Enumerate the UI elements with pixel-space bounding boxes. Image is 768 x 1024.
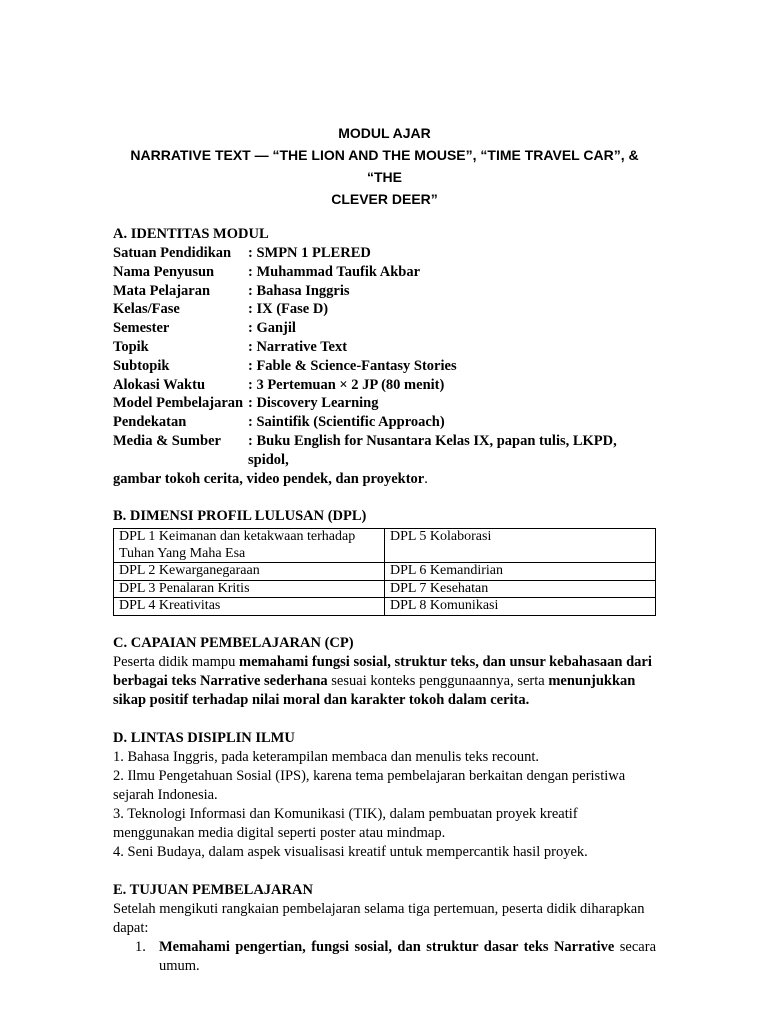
- identity-row: [113, 244, 656, 263]
- identity-value: : Ganjil: [248, 320, 296, 337]
- identity-key: Media & Sumber: [113, 432, 221, 449]
- table-cell: DPL 5 Kolaborasi: [385, 529, 656, 563]
- identity-row: [113, 394, 656, 413]
- table-cell: DPL 6 Kemandirian: [385, 563, 656, 581]
- identity-key: Topik: [113, 338, 149, 355]
- identity-key: Alokasi Waktu: [113, 376, 206, 393]
- identity-row: [113, 432, 656, 470]
- identity-value: : IX (Fase D): [248, 301, 329, 318]
- cp-text-2: memahami fungsi sosial, struktur teks, dan unsur kebahasaan dari berbagai teks Narrative sederhana: [113, 653, 652, 689]
- table-row: [114, 598, 656, 616]
- section-e-heading: E. TUJUAN PEMBELAJARAN: [113, 881, 313, 898]
- identity-key: Satuan Pendidikan: [113, 245, 232, 261]
- goal-text-rest: secara umum.: [159, 938, 657, 974]
- module-title: MODUL AJAR: [338, 125, 431, 141]
- cp-paragraph: [113, 653, 656, 710]
- module-subtitle-line1: NARRATIVE TEXT — “THE LION AND THE MOUSE”, “TIME TRAVEL CAR”, & “THE: [130, 147, 639, 185]
- dpl-table: [113, 528, 656, 616]
- identity-row: [113, 357, 656, 376]
- identity-row: [113, 319, 656, 338]
- identity-value: : Saintifik (Scientific Approach): [248, 414, 445, 431]
- media-continuation-text: gambar tokoh cerita, video pendek, dan proyektor: [113, 470, 425, 487]
- discipline-item: 2. Ilmu Pengetahuan Sosial (IPS), karena tema pembelajaran berkaitan dengan peristiwa sejarah Indonesia.: [113, 767, 626, 803]
- cp-text-1: Peserta didik mampu: [113, 653, 240, 670]
- identity-row: [113, 413, 656, 432]
- discipline-item: 1. Bahasa Inggris, pada keterampilan membaca dan menulis teks recount.: [113, 748, 539, 765]
- section-a-heading: A. IDENTITAS MODUL: [113, 226, 269, 242]
- identity-list: [113, 244, 656, 488]
- identity-value: : Narrative Text: [248, 338, 348, 355]
- identity-key: Model Pembelajaran: [113, 395, 244, 412]
- identity-row: [113, 282, 656, 301]
- identity-key: Semester: [113, 320, 170, 337]
- identity-row: [113, 376, 656, 395]
- section-c-heading: C. CAPAIAN PEMBELAJARAN (CP): [113, 634, 354, 651]
- goal-number: 1.: [135, 938, 146, 955]
- identity-key: Subtopik: [113, 357, 170, 374]
- module-subtitle-line2: CLEVER DEER”: [331, 191, 438, 207]
- document-page: [113, 122, 656, 976]
- identity-row: [113, 300, 656, 319]
- identity-value: : Bahasa Inggris: [248, 282, 350, 299]
- table-cell: DPL 2 Kewarganegaraan: [114, 563, 385, 581]
- table-cell: DPL 3 Penalaran Kritis: [114, 580, 385, 598]
- discipline-item: 4. Seni Budaya, dalam aspek visualisasi kreatif untuk mempercantik hasil proyek.: [113, 843, 588, 860]
- identity-key: Nama Penyusun: [113, 263, 215, 280]
- section-b-heading: B. DIMENSI PROFIL LULUSAN (DPL): [113, 508, 367, 525]
- identity-value: : Fable & Science-Fantasy Stories: [248, 357, 457, 374]
- identity-value: : Muhammad Taufik Akbar: [248, 263, 421, 280]
- identity-key: Mata Pelajaran: [113, 282, 211, 299]
- goal-text: [159, 938, 656, 976]
- table-cell: DPL 8 Komunikasi: [385, 598, 656, 616]
- goals-intro: Setelah mengikuti rangkaian pembelajaran selama tiga pertemuan, peserta didik diharapkan dapat:: [113, 900, 645, 936]
- table-cell: DPL 1 Keimanan dan ketakwaan terhadap Tuhan Yang Maha Esa: [114, 529, 385, 563]
- discipline-item: 3. Teknologi Informasi dan Komunikasi (TIK), dalam pembuatan proyek kreatif menggunakan media digital seperti poster atau mindmap.: [113, 805, 578, 841]
- identity-key: Pendekatan: [113, 414, 187, 431]
- media-continuation-period: .: [424, 470, 428, 487]
- media-continuation: [113, 470, 656, 489]
- section-d-heading: D. LINTAS DISIPLIN ILMU: [113, 729, 295, 746]
- identity-row: [113, 263, 656, 282]
- goal-text-bold: Memahami pengertian, fungsi sosial, dan struktur dasar teks Narrative: [159, 938, 615, 955]
- table-cell: DPL 7 Kesehatan: [385, 580, 656, 598]
- cp-text-3: sesuai konteks penggunaannya, serta: [327, 672, 549, 689]
- identity-value: : SMPN 1 PLERED: [248, 245, 371, 261]
- identity-value: : Discovery Learning: [248, 395, 379, 412]
- list-item: [113, 938, 656, 976]
- goals-list: [113, 938, 656, 976]
- identity-value: : Buku English for Nusantara Kelas IX, papan tulis, LKPD, spidol,: [248, 432, 617, 468]
- table-row: [114, 563, 656, 581]
- identity-row: [113, 338, 656, 357]
- table-cell: DPL 4 Kreativitas: [114, 598, 385, 616]
- table-row: [114, 529, 656, 563]
- table-row: [114, 580, 656, 598]
- identity-key: Kelas/Fase: [113, 301, 180, 318]
- cp-text-4: menunjukkan sikap positif terhadap nilai moral dan karakter tokoh dalam cerita.: [113, 672, 636, 708]
- identity-value: : 3 Pertemuan × 2 JP (80 menit): [248, 376, 445, 393]
